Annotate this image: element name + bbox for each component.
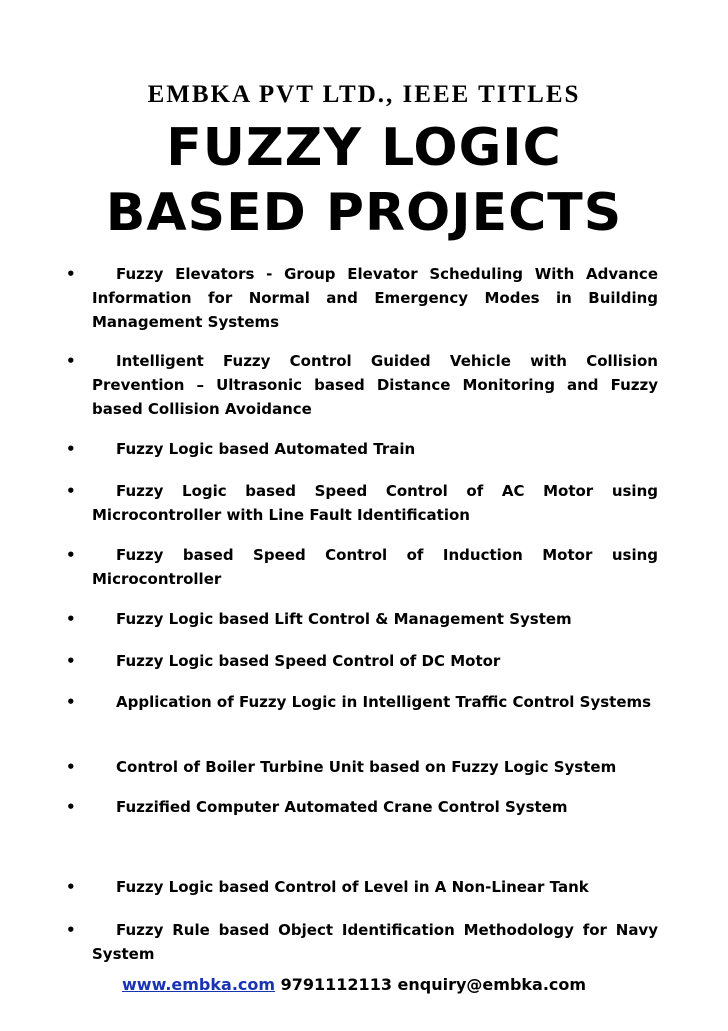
bullet-icon: • bbox=[66, 440, 76, 458]
bullet-icon: • bbox=[66, 352, 76, 370]
list-item bbox=[66, 349, 658, 421]
page-title-line-1: FUZZY LOGIC bbox=[166, 118, 562, 178]
website-link[interactable]: www.embka.com bbox=[122, 975, 276, 994]
page-title-line-2: BASED PROJECTS bbox=[105, 183, 623, 243]
list-item bbox=[66, 543, 658, 591]
bullet-icon: • bbox=[66, 546, 76, 564]
project-title: Fuzzy Logic based Control of Level in A Non-Linear Tank bbox=[116, 878, 589, 896]
list-item bbox=[66, 918, 658, 966]
bullet-icon: • bbox=[66, 265, 76, 283]
bullet-icon: • bbox=[66, 921, 76, 939]
list-item bbox=[66, 607, 658, 631]
list-item bbox=[66, 755, 658, 779]
project-title: Fuzzified Computer Automated Crane Control System bbox=[116, 798, 568, 816]
list-item bbox=[66, 795, 658, 819]
project-title: Application of Fuzzy Logic in Intelligent Traffic Control Systems bbox=[116, 693, 652, 711]
project-title: Intelligent Fuzzy Control Guided Vehicle with Collision Prevention – Ultrasonic based Distance Monitoring and Fuzzy based Collision Avoidance bbox=[92, 352, 658, 418]
project-title: Fuzzy Logic based Speed Control of AC Motor using Microcontroller with Line Fault Identification bbox=[92, 482, 658, 524]
project-title: Fuzzy Elevators - Group Elevator Scheduling With Advance Information for Normal and Emergency Modes in Building Management Systems bbox=[92, 265, 658, 331]
bullet-icon: • bbox=[66, 798, 76, 816]
list-item bbox=[66, 262, 658, 334]
company-heading: EMBKA PVT LTD., IEEE TITLES bbox=[147, 81, 581, 108]
contact-footer bbox=[122, 974, 586, 996]
project-title: Fuzzy based Speed Control of Induction Motor using Microcontroller bbox=[92, 546, 658, 588]
project-title: Control of Boiler Turbine Unit based on Fuzzy Logic System bbox=[116, 758, 617, 776]
email-address[interactable]: enquiry@embka.com bbox=[397, 975, 587, 994]
list-item bbox=[66, 437, 658, 461]
project-title: Fuzzy Logic based Automated Train bbox=[116, 440, 416, 458]
bullet-icon: • bbox=[66, 878, 76, 896]
list-item bbox=[66, 649, 658, 673]
list-item bbox=[66, 690, 658, 714]
bullet-icon: • bbox=[66, 758, 76, 776]
bullet-icon: • bbox=[66, 482, 76, 500]
list-item bbox=[66, 479, 658, 527]
bullet-icon: • bbox=[66, 693, 76, 711]
project-title: Fuzzy Logic based Speed Control of DC Motor bbox=[116, 652, 501, 670]
list-item bbox=[66, 875, 658, 899]
bullet-icon: • bbox=[66, 610, 76, 628]
project-title: Fuzzy Rule based Object Identification Methodology for Navy System bbox=[92, 921, 658, 963]
bullet-icon: • bbox=[66, 652, 76, 670]
phone-number: 9791112113 bbox=[280, 975, 392, 994]
project-title: Fuzzy Logic based Lift Control & Management System bbox=[116, 610, 572, 628]
